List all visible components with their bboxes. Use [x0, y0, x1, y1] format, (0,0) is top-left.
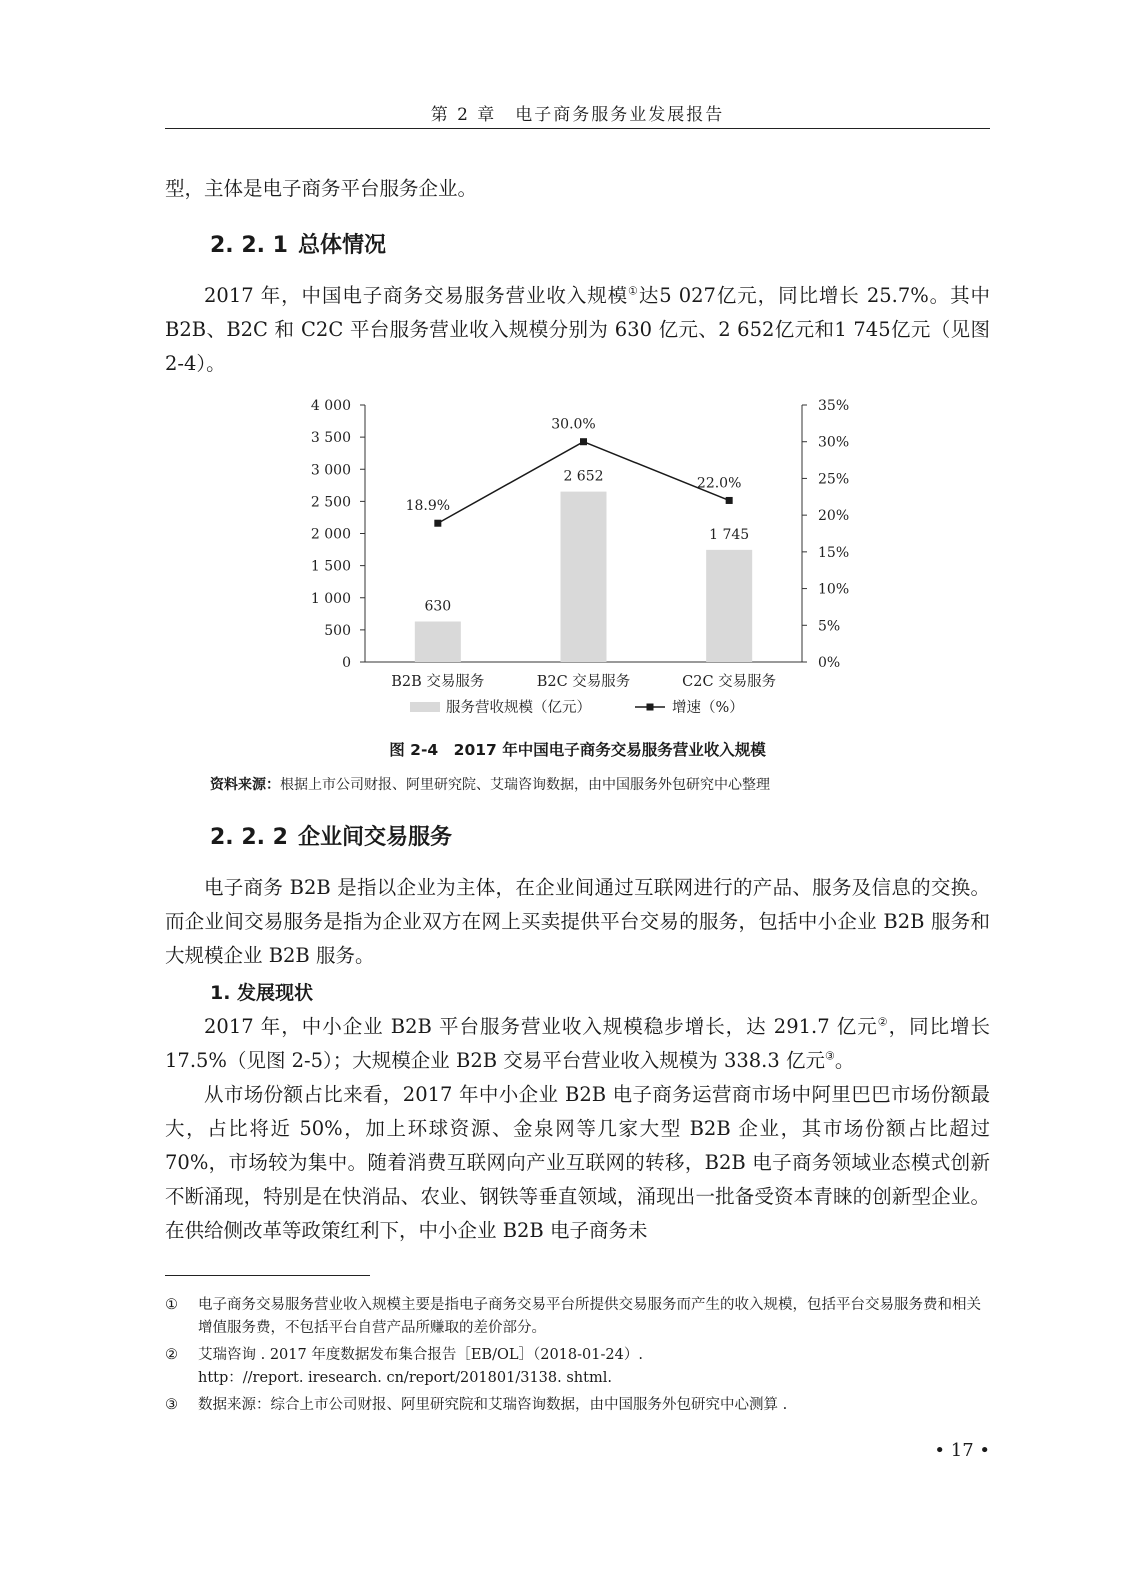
footnote-mark: ① [165, 1297, 178, 1313]
left-tick-label: 500 [324, 622, 351, 639]
left-tick-label: 0 [342, 655, 351, 671]
footnote-ref-1[interactable]: ① [628, 284, 639, 298]
legend-bar-swatch [410, 702, 440, 712]
paragraph-overview [165, 279, 990, 381]
chart-legend [410, 698, 744, 716]
left-tick-label: 2 500 [310, 494, 351, 511]
footnote-2 [165, 1344, 990, 1390]
bar-label: 1 745 [709, 526, 750, 543]
left-tick-label: 1 500 [310, 558, 351, 575]
bar-label: 630 [424, 598, 452, 615]
footnote-ref-3[interactable]: ③ [824, 1049, 835, 1063]
paragraph-text: 。 [834, 1049, 855, 1072]
page-number: • 17 • [934, 1440, 990, 1461]
right-tick-label: 0% [818, 655, 841, 671]
right-tick-label: 25% [818, 471, 850, 488]
source-label: 资料来源： [210, 777, 280, 793]
footnote-ref-2[interactable]: ② [877, 1015, 889, 1029]
growth-point [434, 520, 441, 527]
paragraph-text: 2017 年，中国电子商务交易服务营业收入规模 [204, 284, 629, 307]
section-heading-2-2-1 [210, 228, 386, 259]
section-number: 2. 2. 2 [210, 825, 288, 850]
footnote-mark: ③ [165, 1397, 178, 1413]
growth-label: 18.9% [405, 498, 451, 515]
section-number: 2. 2. 1 [210, 233, 288, 258]
bar [415, 622, 461, 662]
subheading-development-status: 1. 发展现状 [210, 982, 314, 1004]
right-tick-label: 20% [818, 508, 850, 525]
footnote-url[interactable]: http：//report. iresearch. cn/report/201801/3138. shtml. [198, 1370, 612, 1386]
bar-label: 2 652 [563, 468, 604, 485]
section-heading-2-2-2 [210, 820, 452, 851]
legend-line-label: 增速（%） [672, 700, 744, 716]
category-label: B2B 交易服务 [391, 674, 485, 690]
revenue-chart [300, 390, 860, 730]
paragraph-text: 2017 年，中小企业 B2B 平台服务营业收入规模稳步增长，达 291.7 亿元 [204, 1015, 878, 1038]
section-title: 企业间交易服务 [298, 825, 453, 850]
header-rule [165, 128, 990, 129]
category-label: B2C 交易服务 [536, 674, 631, 690]
footnotes [165, 1294, 990, 1417]
footnote-text: 电子商务交易服务营业收入规模主要是指电子商务交易平台所提供交易服务而产生的收入规模，包括平台交易服务费和相关增值服务费，不包括平台自营产品所赚取的差价部分。 [198, 1297, 981, 1336]
footnote-text: 艾瑞咨询 . 2017 年度数据发布集合报告［EB/OL］（2018-01-24）. [198, 1347, 643, 1363]
footnote-1 [165, 1294, 990, 1340]
right-tick-label: 30% [818, 434, 850, 451]
right-tick-label: 5% [818, 618, 841, 635]
category-label: C2C 交易服务 [682, 674, 777, 690]
legend-bar-label: 服务营收规模（亿元） [446, 700, 591, 716]
left-tick-label: 3 000 [310, 462, 351, 479]
left-tick-label: 2 000 [310, 526, 351, 543]
paragraph-text: ，同比增长 17.5%（见图 2-5）；大规模企业 B2B 交易平台营业收入规模为 338.3 亿元 [165, 1015, 990, 1072]
footnote-3 [165, 1394, 990, 1417]
footnote-text: 数据来源：综合上市公司财报、阿里研究院和艾瑞咨询数据，由中国服务外包研究中心测算 . [198, 1397, 788, 1413]
paragraph-market-share: 从市场份额占比来看，2017 年中小企业 B2B 电子商务运营商市场中阿里巴巴市场份额最大，占比将近 50%，加上环球资源、金泉网等几家大型 B2B 企业，其市场份额占比超过 70%，市场较为集中。随着消费互联网向产业互联网的转移，B2B 电子商务领域业态模式创新不断涌现，特别是在快消品、农业、钢铁等垂直领域，涌现出一批备受资本青睐的创新型企业。在供给侧改革等政策红利下，中小企业 B2B 电子商务未 [165, 1083, 990, 1242]
bar [561, 492, 607, 662]
source-text: 根据上市公司财报、阿里研究院、艾瑞咨询数据，由中国服务外包研究中心整理 [280, 777, 770, 793]
legend-line-marker [647, 704, 654, 711]
figure-source [210, 774, 990, 794]
paragraph-b2b-definition: 电子商务 B2B 是指以企业为主体，在企业间通过互联网进行的产品、服务及信息的交换。而企业间交易服务是指为企业双方在网上买卖提供平台交易的服务，包括中小企业 B2B 服务和大规模企业 B2B 服务。 [165, 876, 990, 967]
footnote-rule [165, 1275, 370, 1276]
paragraph-development [165, 1010, 990, 1078]
right-tick-label: 10% [818, 581, 850, 598]
right-tick-label: 15% [818, 544, 850, 561]
paragraph-text: 达5 027亿元，同比增长 25.7%。其中 B2B、B2C 和 C2C 平台服务营业收入规模分别为 630 亿元、2 652亿元和1 745亿元（见图 2-4）。 [165, 284, 990, 375]
left-tick-label: 1 000 [310, 590, 351, 607]
left-tick-label: 3 500 [310, 430, 351, 447]
figure-caption: 图 2-4 2017 年中国电子商务交易服务营业收入规模 [389, 741, 766, 759]
growth-label: 22.0% [696, 475, 742, 492]
growth-point [726, 497, 733, 504]
chart-bars [415, 469, 752, 662]
intro-paragraph: 型，主体是电子商务平台服务企业。 [165, 177, 478, 200]
left-tick-label: 4 000 [310, 398, 351, 414]
footnote-mark: ② [165, 1347, 178, 1363]
right-tick-label: 35% [818, 398, 850, 414]
running-header: 第 2 章 电子商务服务业发展报告 [430, 105, 725, 125]
section-title: 总体情况 [298, 233, 387, 258]
growth-point [580, 438, 587, 445]
bar [706, 550, 752, 662]
growth-label: 30.0% [551, 416, 596, 433]
